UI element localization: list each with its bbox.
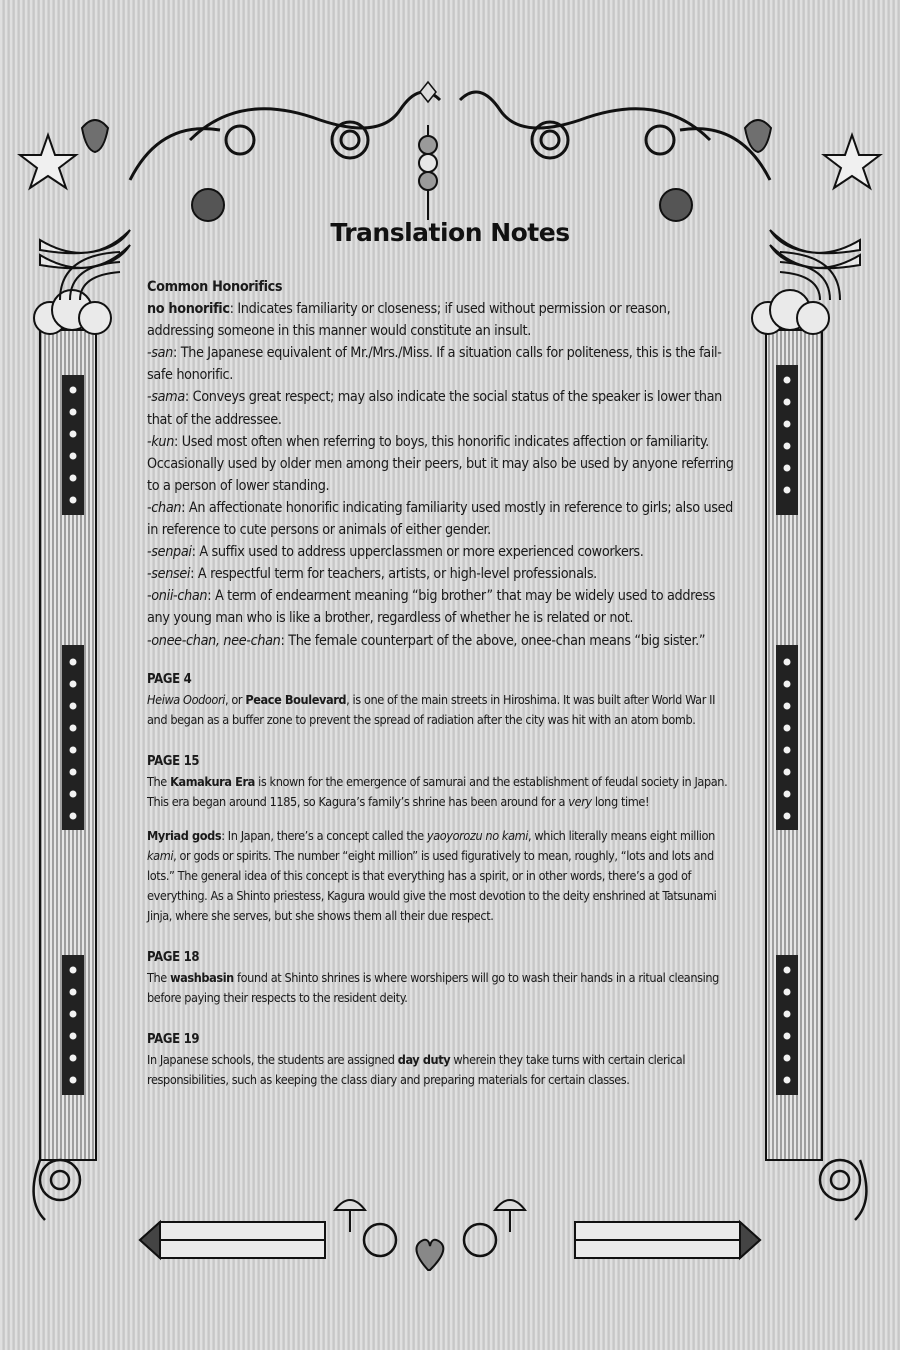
honorific-item: -onii-chan: A term of endearment meaning “big brother” that may be widely used to address any young man who is like a brother, regardless of whether he is related or not.	[147, 588, 716, 627]
umbrella-icon	[335, 1200, 525, 1232]
page15-note-kamakura: The Kamakura Era is known for the emergence of samurai and the establishment of feudal society in Japan. This era began around 1185, so Kagura’s family’s shrine has been around for a very long time!	[147, 773, 728, 809]
honorific-item: -sensei: A respectful term for teachers, artists, or high-level professionals.	[147, 566, 597, 583]
honorifics-section	[147, 276, 735, 652]
page19-heading: PAGE 19	[147, 1031, 200, 1047]
notes-content	[147, 276, 735, 1090]
page-title: Translation Notes	[330, 218, 570, 247]
dango-icon	[419, 82, 437, 220]
page15-heading: PAGE 15	[147, 753, 200, 769]
top-scroll-ornament	[130, 92, 770, 180]
honorific-item: -senpai: A suffix used to address upperclassmen or more experienced coworkers.	[147, 544, 644, 561]
page4-section	[147, 670, 735, 730]
right-pillar	[766, 330, 822, 1160]
honorific-item: -chan: An affectionate honorific indicating familiarity used mostly in reference to girls; also used in reference to cute persons or animals of either gender.	[147, 499, 734, 539]
honorific-item: -onee-chan, nee-chan: The female counterpart of the above, onee-chan means “big sister.”	[147, 632, 706, 649]
honorific-item: -san: The Japanese equivalent of Mr./Mrs./Miss. If a situation calls for politeness, this is the fail-safe honorific.	[147, 345, 722, 384]
page4-heading: PAGE 4	[147, 671, 192, 687]
honorific-item: no honorific: Indicates familiarity or closeness; if used without permission or reason, addressing someone in this manner would constitute an insult.	[147, 301, 671, 340]
pencil-icon	[140, 1222, 760, 1258]
honorific-item: -kun: Used most often when referring to boys, this honorific indicates affection or familiarity. Occasionally used by older men among their peers, but it may also be used by anyone referring to a person of lower standing.	[147, 433, 734, 494]
page4-note: Heiwa Oodoori, or Peace Boulevard, is one of the main streets in Hiroshima. It was built after World War II and began as a buffer zone to prevent the spread of radiation after the city was hit with an atom bomb.	[147, 691, 716, 727]
page18-note: The washbasin found at Shinto shrines is where worshipers will go to wash their hands in a ritual cleansing before paying their respects to the resident deity.	[147, 969, 719, 1005]
page15-note-myriad-gods: Myriad gods: In Japan, there’s a concept called the yaoyorozu no kami, which literally means eight million kami, or gods or spirits. The number “eight million” is used figuratively to mean, roughly, “lots and lots and lots.” The general idea of this concept is that everything has a spirit, or in other words, there’s a god of everything. As a Shinto priestess, Kagura would give the most devotion to the deity enshrined at Tatsunami Jinja, where she serves, but she shows them all their due respect.	[147, 827, 717, 923]
honorific-item: -sama: Conveys great respect; may also indicate the social status of the speaker is lower than that of the addressee.	[147, 389, 722, 428]
page19-section	[147, 1030, 735, 1090]
page18-heading: PAGE 18	[147, 949, 200, 965]
honorifics-heading: Common Honorifics	[147, 279, 283, 295]
heart-icon	[416, 1240, 443, 1270]
flower-icon	[192, 189, 692, 221]
left-pillar	[40, 330, 96, 1160]
page15-section	[147, 752, 735, 926]
page19-note: In Japanese schools, the students are assigned day duty wherein they take turns with certain clerical responsibilities, such as keeping the class diary and preparing materials for certain classes.	[147, 1051, 686, 1087]
page18-section	[147, 948, 735, 1008]
